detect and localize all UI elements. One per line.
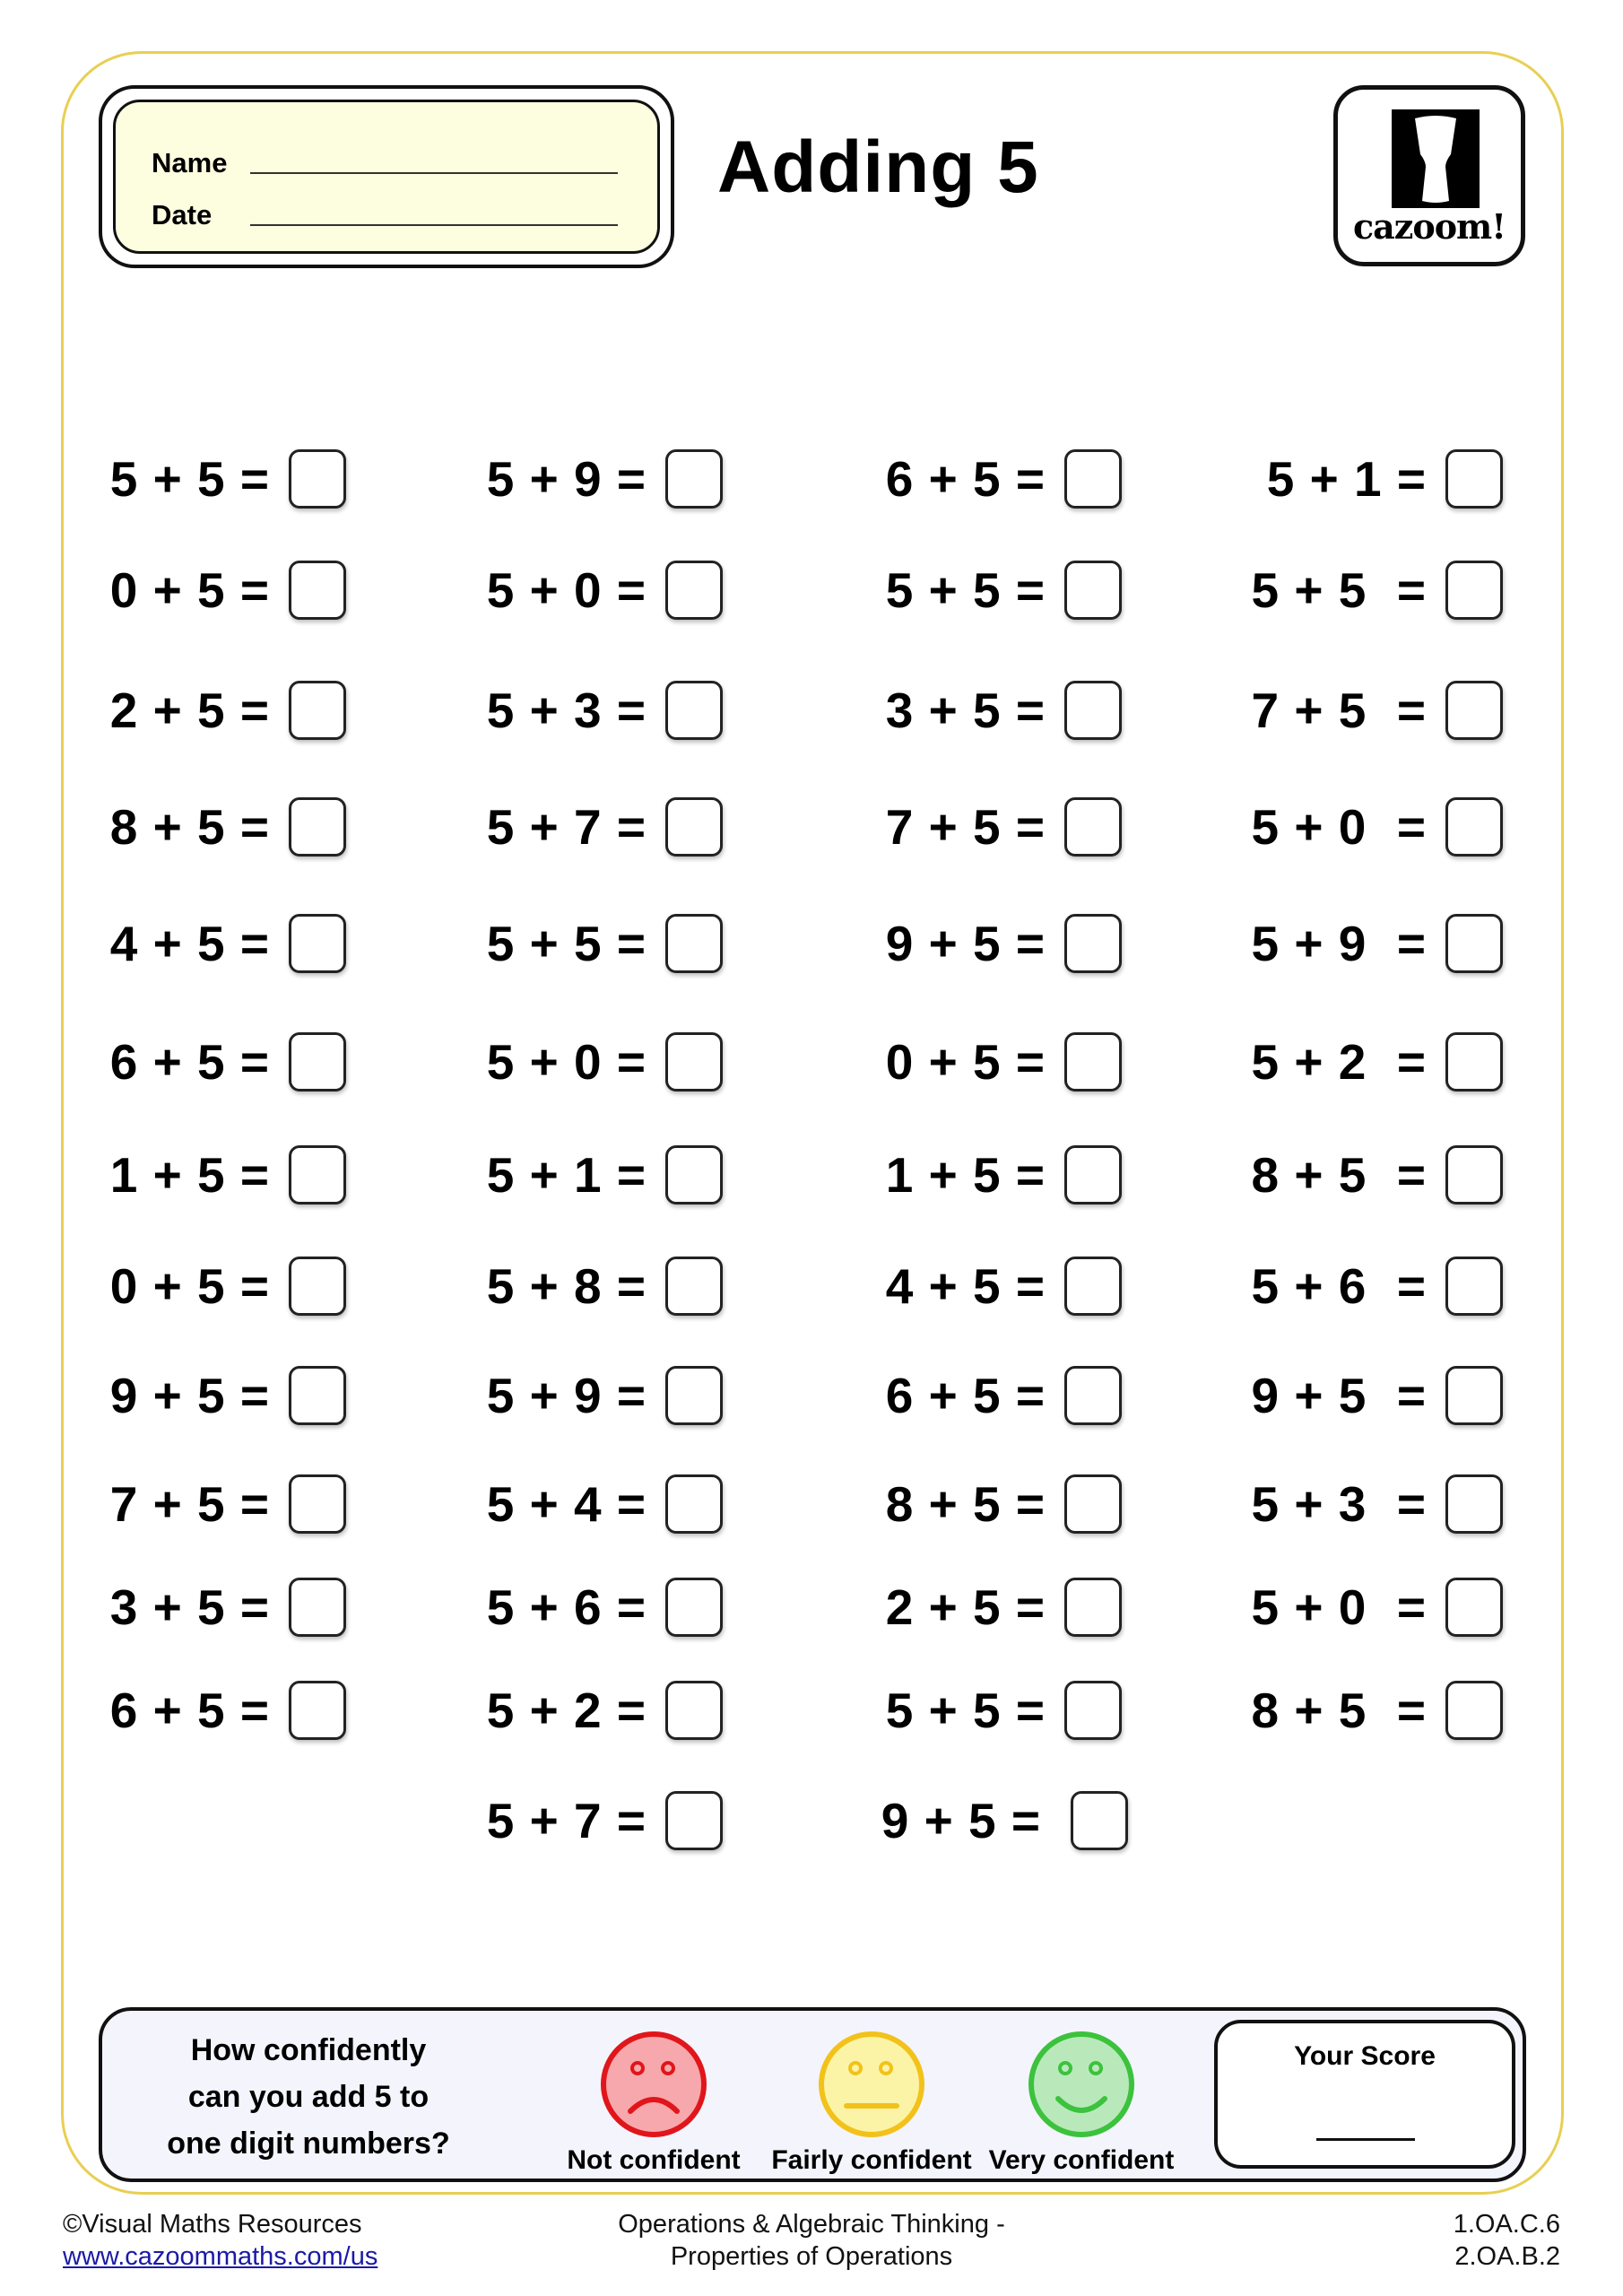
website-link[interactable]: www.cazoommaths.com/us <box>63 2242 378 2271</box>
answer-box[interactable] <box>289 1681 346 1740</box>
equation-text: 7 + 5 = <box>109 1476 269 1532</box>
equation-item <box>1237 1031 1503 1092</box>
equation-item <box>865 1144 1122 1205</box>
equation-text: 8 + 5 = <box>1251 1683 1426 1738</box>
answer-box[interactable] <box>289 681 346 740</box>
answer-box[interactable] <box>1064 914 1122 973</box>
name-field-row <box>152 147 618 179</box>
equation-item <box>466 1365 723 1426</box>
equation-text: 5 + 7 = <box>486 799 646 855</box>
equation-item <box>865 1680 1122 1741</box>
equation-text: 6 + 5 = <box>109 1034 269 1090</box>
equation-item <box>865 1256 1122 1317</box>
equation-item <box>466 1680 723 1741</box>
equation-item <box>466 1256 723 1317</box>
answer-box[interactable] <box>1064 449 1122 509</box>
answer-box[interactable] <box>289 914 346 973</box>
equation-item <box>99 680 346 741</box>
equation-text: 5 + 2 = <box>486 1683 646 1738</box>
answer-box[interactable] <box>1064 1145 1122 1205</box>
equation-item <box>1237 1144 1503 1205</box>
equation-text: 3 + 5 = <box>109 1579 269 1635</box>
answer-box[interactable] <box>1445 1257 1503 1316</box>
answer-box[interactable] <box>1445 449 1503 509</box>
answer-box[interactable] <box>1445 1578 1503 1637</box>
equation-item <box>466 448 723 509</box>
equation-text: 4 + 5 = <box>885 1258 1045 1314</box>
answer-box[interactable] <box>1445 561 1503 620</box>
answer-box[interactable] <box>1445 914 1503 973</box>
score-input-line[interactable] <box>1316 2138 1415 2141</box>
answer-box[interactable] <box>1064 561 1122 620</box>
equation-text: 0 + 5 = <box>109 562 269 618</box>
answer-box[interactable] <box>1064 1474 1122 1534</box>
answer-box[interactable] <box>665 1145 723 1205</box>
equation-text: 4 + 5 = <box>109 916 269 971</box>
standard-code: 2.OA.B.2 <box>1454 2242 1560 2271</box>
equation-item <box>1237 680 1503 741</box>
equation-text: 5 + 8 = <box>486 1258 646 1314</box>
score-box <box>1214 2020 1515 2169</box>
answer-box[interactable] <box>1064 1032 1122 1091</box>
answer-box[interactable] <box>1445 1145 1503 1205</box>
answer-box[interactable] <box>665 1032 723 1091</box>
answer-box[interactable] <box>1064 1578 1122 1637</box>
answer-box[interactable] <box>1064 1257 1122 1316</box>
answer-box[interactable] <box>1445 797 1503 857</box>
page-title: Adding 5 <box>717 126 1039 208</box>
equation-text: 1 + 5 = <box>109 1147 269 1203</box>
equation-text: 5 + 0 = <box>1251 799 1426 855</box>
equation-item <box>99 1256 346 1317</box>
equation-text: 7 + 5 = <box>1251 683 1426 738</box>
equation-item <box>99 560 346 621</box>
footer-standards <box>1454 2208 1560 2273</box>
answer-box[interactable] <box>665 449 723 509</box>
footer-left <box>63 2208 378 2273</box>
standard-code: 1.OA.C.6 <box>1453 2210 1560 2239</box>
answer-box[interactable] <box>289 1257 346 1316</box>
equation-text: 5 + 0 = <box>486 562 646 618</box>
equation-item <box>99 1474 346 1535</box>
equation-item <box>466 913 723 974</box>
equation-item <box>466 1474 723 1535</box>
answer-box[interactable] <box>665 681 723 740</box>
equation-text: 5 + 5 = <box>1251 562 1426 618</box>
equation-text: 5 + 4 = <box>486 1476 646 1532</box>
footer-topic: Operations & Algebraic Thinking - Properties of Operations <box>618 2210 1005 2271</box>
date-field-row <box>152 199 618 231</box>
equation-item <box>466 1031 723 1092</box>
equation-text: 8 + 5 = <box>109 799 269 855</box>
equation-item <box>466 560 723 621</box>
answer-box[interactable] <box>1445 1366 1503 1425</box>
equation-text: 5 + 0 = <box>486 1034 646 1090</box>
equation-item <box>865 1031 1122 1092</box>
sad-face-icon <box>598 2029 709 2140</box>
equation-item <box>865 1365 1122 1426</box>
equation-item <box>865 560 1122 621</box>
answer-box[interactable] <box>665 1366 723 1425</box>
answer-box[interactable] <box>665 561 723 620</box>
equation-text: 5 + 7 = <box>486 1793 646 1848</box>
cazoom-logo <box>1333 85 1525 266</box>
equation-item <box>99 1144 346 1205</box>
very-confident-option[interactable]: Very confident <box>974 2029 1189 2176</box>
equation-text: 5 + 5 = <box>885 562 1045 618</box>
equation-item <box>1237 796 1503 857</box>
equation-item <box>99 796 346 857</box>
equation-item <box>1237 913 1503 974</box>
answer-box[interactable] <box>1445 1681 1503 1740</box>
answer-box[interactable] <box>289 1032 346 1091</box>
answer-box[interactable] <box>665 1791 723 1850</box>
equation-item <box>466 1790 723 1851</box>
not-confident-option[interactable]: Not confident <box>546 2029 761 2176</box>
equation-text: 5 + 1 = <box>486 1147 646 1203</box>
answer-box[interactable] <box>1064 1366 1122 1425</box>
fairly-confident-option[interactable]: Fairly confident <box>764 2029 979 2176</box>
answer-box[interactable] <box>1064 681 1122 740</box>
equation-text: 9 + 5 = <box>881 1793 1040 1848</box>
equation-text: 5 + 9 = <box>486 451 646 507</box>
equation-text: 6 + 5 = <box>885 1368 1045 1423</box>
equation-text: 2 + 5 = <box>885 1579 1045 1635</box>
worksheet-frame <box>61 51 1564 2195</box>
equation-item <box>865 796 1122 857</box>
answer-box[interactable] <box>1445 1032 1503 1091</box>
equation-item <box>99 913 346 974</box>
answer-box[interactable] <box>665 914 723 973</box>
equation-text: 3 + 5 = <box>885 683 1045 738</box>
djembe-drum-icon <box>1392 109 1480 208</box>
equation-text: 5 + 9 = <box>486 1368 646 1423</box>
equation-item <box>466 1144 723 1205</box>
confidence-question: How confidently can you add 5 to one digit numbers? <box>167 2033 450 2161</box>
date-input-line[interactable] <box>250 224 618 226</box>
answer-box[interactable] <box>665 797 723 857</box>
equation-text: 5 + 5 = <box>885 1683 1045 1738</box>
logo-text: cazoom! <box>1353 206 1506 247</box>
equation-text: 9 + 5 = <box>109 1368 269 1423</box>
equation-item <box>865 913 1122 974</box>
equation-item <box>1237 560 1503 621</box>
answer-box[interactable] <box>1445 1474 1503 1534</box>
equation-item <box>99 1365 346 1426</box>
happy-face-icon <box>1026 2029 1137 2140</box>
answer-box[interactable] <box>665 1474 723 1534</box>
equation-text: 7 + 5 = <box>885 799 1045 855</box>
answer-box[interactable] <box>289 1366 346 1425</box>
equation-text: 5 + 5 = <box>109 451 269 507</box>
equation-text: 9 + 5 = <box>885 916 1045 971</box>
answer-box[interactable] <box>289 561 346 620</box>
equation-item <box>99 1031 346 1092</box>
equation-text: 5 + 6 = <box>1251 1258 1426 1314</box>
answer-box[interactable] <box>289 797 346 857</box>
equation-text: 9 + 5 = <box>1251 1368 1426 1423</box>
equation-text: 6 + 5 = <box>885 451 1045 507</box>
answer-box[interactable] <box>1064 1681 1122 1740</box>
answer-box[interactable] <box>289 449 346 509</box>
answer-box[interactable] <box>1064 797 1122 857</box>
equation-text: 5 + 1 = <box>1266 451 1426 507</box>
name-input-line[interactable] <box>250 172 618 174</box>
answer-box[interactable] <box>289 1474 346 1534</box>
equation-text: 5 + 2 = <box>1251 1034 1426 1090</box>
equation-text: 5 + 9 = <box>1251 916 1426 971</box>
answer-box[interactable] <box>289 1145 346 1205</box>
equation-text: 0 + 5 = <box>109 1258 269 1314</box>
equation-item <box>865 680 1122 741</box>
equation-item <box>865 448 1122 509</box>
answer-box[interactable] <box>665 1578 723 1637</box>
equation-text: 0 + 5 = <box>885 1034 1045 1090</box>
equation-text: 5 + 3 = <box>1251 1476 1426 1532</box>
name-label: Name <box>152 147 228 178</box>
equation-text: 5 + 0 = <box>1251 1579 1426 1635</box>
answer-box[interactable] <box>289 1578 346 1637</box>
answer-box[interactable] <box>1071 1791 1128 1850</box>
equation-item <box>861 1790 1128 1851</box>
equation-text: 8 + 5 = <box>885 1476 1045 1532</box>
equation-item <box>99 448 346 509</box>
answer-box[interactable] <box>665 1257 723 1316</box>
equation-text: 8 + 5 = <box>1251 1147 1426 1203</box>
equation-item <box>1237 1577 1503 1638</box>
equation-text: 5 + 5 = <box>486 916 646 971</box>
answer-box[interactable] <box>665 1681 723 1740</box>
equation-item <box>99 1680 346 1741</box>
equation-text: 6 + 5 = <box>109 1683 269 1738</box>
confidence-panel <box>99 2007 1526 2182</box>
equation-item <box>865 1577 1122 1638</box>
date-label: Date <box>152 199 213 230</box>
score-label: Your Score <box>1294 2041 1436 2071</box>
answer-box[interactable] <box>1445 681 1503 740</box>
equation-item <box>1237 448 1503 509</box>
equation-item <box>99 1577 346 1638</box>
equation-item <box>865 1474 1122 1535</box>
equation-item <box>1237 1365 1503 1426</box>
equation-item <box>466 796 723 857</box>
equation-text: 5 + 3 = <box>486 683 646 738</box>
equation-item <box>1237 1680 1503 1741</box>
equation-item <box>466 1577 723 1638</box>
copyright-text: ©Visual Maths Resources <box>63 2210 362 2239</box>
equation-text: 5 + 6 = <box>486 1579 646 1635</box>
equation-text: 2 + 5 = <box>109 683 269 738</box>
equation-item <box>1237 1474 1503 1535</box>
neutral-face-icon <box>816 2029 927 2140</box>
name-date-panel <box>99 85 674 268</box>
equation-text: 1 + 5 = <box>885 1147 1045 1203</box>
equation-item <box>1237 1256 1503 1317</box>
equation-item <box>466 680 723 741</box>
